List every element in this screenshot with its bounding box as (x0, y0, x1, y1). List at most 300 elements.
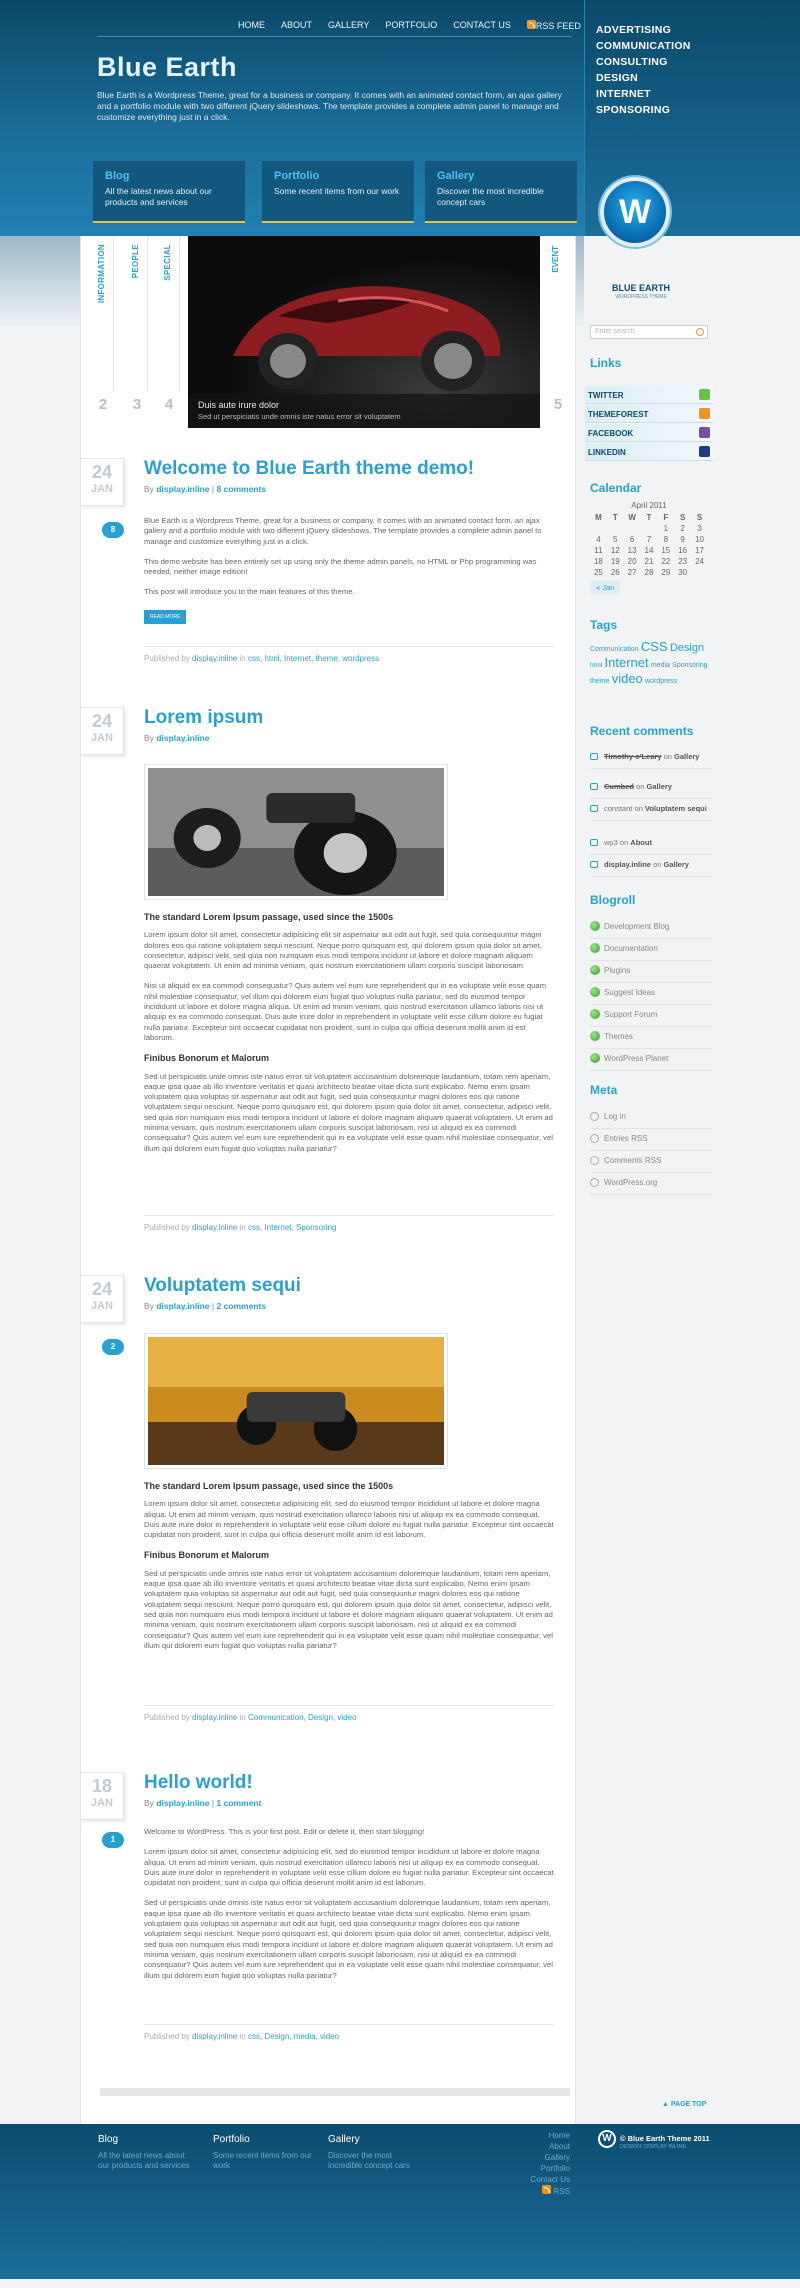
post-voluptatem-sequi (80, 1275, 576, 1735)
comment-post[interactable]: Gallery (646, 782, 672, 791)
calendar-day-name: W (628, 513, 636, 522)
post-paragraph: Welcome to WordPress. This is your first post. Edit or delete it, then start blogging! (144, 1827, 425, 1836)
comment-icon (590, 783, 598, 790)
site-description: Blue Earth is a Wordpress Theme, great for a business or company. It comes with an animated contact form, an ajax gallery and a portfolio module with two different jQuery slideshows. The template provides a complete admin panel to manage and customize everything just in a click. (97, 90, 562, 122)
calendar-day: 20 (627, 557, 637, 566)
tags-heading: Tags (590, 618, 618, 632)
comment-author[interactable]: Timothy o'Leary (604, 752, 662, 761)
search-input[interactable] (590, 325, 708, 339)
footer-credit: DESIGN: DISPLAY INLINE (620, 2144, 687, 2150)
link-twitter[interactable] (585, 386, 713, 404)
calendar-day: 18 (593, 557, 603, 566)
published-by: Published by (144, 1713, 190, 1722)
meta-link[interactable] (590, 1151, 712, 1173)
calendar-day: 3 (697, 524, 702, 533)
post-paragraph: Blue Earth is a Wordpress Theme, great for a business or company. It comes with an animated contact form, an ajax gallery and a portfolio module with two different jQuery slideshows. The template provides a complete admin panel to manage and customize everything just in a click. (144, 516, 542, 546)
post-author-link[interactable]: display.inline (192, 1713, 238, 1722)
post-meta: By display.inline | 2 comments (144, 1301, 267, 1311)
tag-link[interactable]: Sponsoring (672, 662, 708, 669)
blogroll-link[interactable] (590, 961, 712, 983)
post-day: 24 (91, 462, 113, 482)
calendar-week (590, 534, 708, 545)
slider-number[interactable]: 3 (132, 396, 142, 413)
feature-portfolio[interactable] (262, 161, 414, 223)
rss-icon (527, 20, 536, 29)
recent-comment[interactable] (590, 838, 712, 855)
category-design[interactable]: DESIGN (596, 72, 639, 84)
footer-col-title: Gallery (328, 2134, 360, 2145)
recent-comment[interactable] (590, 782, 712, 799)
post-title[interactable]: Hello world! (144, 1772, 253, 1793)
logo-name: BLUE EARTH (612, 283, 670, 293)
link-facebook[interactable] (585, 424, 713, 442)
link-label: TWITTER (588, 391, 624, 400)
post-body (144, 912, 554, 1164)
post-day: 24 (91, 711, 113, 731)
content-bottom-bar (100, 2088, 570, 2096)
post-month: JAN (90, 1797, 113, 1809)
post-author[interactable]: display.inline (156, 1798, 210, 1808)
comment-on: on (663, 752, 672, 761)
post-paragraph: Lorem ipsum dolor sit amet, consectetur adipisicing elit, sed do eiusmod tempor incididunt ut labore et dolore magna aliqua. Ut enim ad minim veniam, quis nostrud exercitation ullamco laboris nisi ut aliquip ex ea commodo consequat. Duis aute irure dolor in reprehenderit in voluptate velit esse cillum dolore eu fugiat nulla pariatur. Excepteur sint occaecat cupidatat non proident, sunt in culpa qui officia deserunt mollit anim id est laborum. (144, 1499, 554, 1540)
footer-portfolio[interactable] (213, 2134, 313, 2171)
blogroll-label: Development Blog (604, 922, 670, 931)
calendar-day (624, 523, 641, 534)
post-body (144, 1827, 554, 1991)
post-divider (144, 1705, 554, 1706)
post-author-link[interactable]: display.inline (192, 2032, 238, 2041)
featured-slider (92, 236, 572, 428)
slider-caption-title: Duis aute irure dolor (198, 400, 280, 410)
site-title[interactable]: Blue Earth (97, 52, 238, 82)
post-author[interactable]: display.inline (156, 733, 210, 743)
post-footer (144, 1223, 336, 1232)
post-paragraph: Lorem ipsum dolor sit amet, consectetur adipisicing elit sit aspernatur aut odit aut fugit, sed quia consequuntur magni dolores eos qui ratione voluptatem sequi nesciunt. Neque porro quisquam est, qui dolorem ipsum quia dolor sit amet, consectetur, adipisci velit, sed quia non numquam eius modi tempora incidunt ut labore et dolore magnam aliquam quaerat voluptatem. Ut enim ad minima veniam, quis nostrum exercitationem ullam corporis suscipit laboriosam (144, 930, 542, 971)
blogroll-link[interactable] (590, 917, 712, 939)
calendar-week (590, 545, 708, 556)
comment-count-bubble[interactable]: 1 (102, 1832, 124, 1848)
calendar-day: 14 (644, 546, 654, 555)
post-comments-link[interactable]: 1 comment (216, 1798, 262, 1808)
calendar-day: 12 (610, 546, 620, 555)
offroad-vehicle-image (148, 768, 444, 896)
post-comments-link[interactable]: 2 comments (216, 1301, 267, 1311)
footer-col-desc: Discover the most incredible concept cars (328, 2151, 410, 2170)
calendar-day: 28 (644, 568, 654, 577)
footer-copyright: © Blue Earth Theme 2011 (620, 2134, 710, 2143)
rss-feed-label: RSS FEED (535, 21, 581, 31)
post-by: By (144, 1301, 154, 1311)
footer-link-contact[interactable]: Contact Us (530, 2175, 570, 2184)
footer-blog[interactable] (98, 2134, 198, 2171)
calendar-day-name: S (679, 513, 686, 522)
post-in: in (239, 1713, 246, 1722)
calendar-day: 23 (678, 557, 688, 566)
calendar-day (590, 523, 607, 534)
post-paragraph: Sed ut perspiciatis unde omnis iste natus error sit voluptatem accusantium doloremque laudantium, totam rem aperiam, eaque ipsa quae ab illo inventore veritatis et quasi architecto beatae vitae dicta sunt explicabo. Nemo enim ipsam voluptatem quia voluptas sit aspernatur aut odit aut fugit, sed quia consequuntur magni dolores eos qui ratione voluptatem sequi nesciunt. Neque porro quisquam est, qui dolorem ipsum quia dolor sit amet, consectetur, adipisci velit, sed quia non numquam eius modi tempora incidunt ut labore et dolore magnam aliquam quaerat voluptatem. Ut enim ad minima veniam, quis nostrum exercitationem ullam corporis suscipit laboriosam, nisi ut aliquid ex ea commodi consequatur? Quis autem vel eum iure reprehenderit qui in ea voluptate velit esse quam nihil molestiae consequatur, vel illum qui dolorem eum fugiat quo voluptas nulla pariatur? (144, 1071, 553, 1153)
tag-link[interactable]: Communication (590, 646, 639, 653)
post-paragraph: This post will introduce you to the main features of this theme. (144, 587, 355, 597)
calendar-day: 7 (646, 535, 652, 544)
read-more-button[interactable]: READ MORE (144, 610, 186, 624)
meta-icon (590, 1156, 599, 1165)
calendar-day: 24 (695, 557, 704, 566)
post-paragraph: Sed ut perspiciatis unde omnis iste natus error sit voluptatem accusantium doloremque laudantium, totam rem aperiam, eaque ipsa quae ab illo inventore veritatis et quasi architecto beatae vitae dicta sunt explicabo. Nemo enim ipsam voluptatem quia voluptas sit aspernatur aut odit aut fugit, sed quia consequuntur magni dolores eos qui ratione voluptatem sequi nesciunt. Neque porro quisquam est, qui dolorem ipsum quia dolor sit amet, consectetur, adipisci velit, sed quia non numquam eius modi tempora incidunt ut labore et dolore magnam aliquam quaerat voluptatem. Ut enim ad minima veniam, quis nostrum exercitationem ullam corporis suscipit laboriosam, nisi ut aliquid ex ea commodi consequatur? Quis autem vel eum iure reprehenderit qui in ea voluptate velit esse quam nihil molestiae consequatur, vel illum qui dolorem eum fugiat quo voluptas nulla pariatur? (144, 1898, 553, 1980)
post-body (144, 1481, 554, 1661)
post-image[interactable] (144, 764, 448, 900)
calendar-month: April 2011 (631, 501, 667, 510)
link-label: FACEBOOK (588, 429, 634, 438)
post-divider (144, 2024, 554, 2025)
post-by: By (144, 733, 154, 743)
calendar-day-name: S (696, 513, 703, 522)
footer-link-gallery[interactable]: Gallery (544, 2153, 570, 2162)
footer-rss-label: RSS (553, 2187, 570, 2196)
post-author-link[interactable]: display.inline (192, 1223, 238, 1232)
post-title[interactable]: Lorem ipsum (144, 707, 264, 728)
post-subheading: The standard Lorem Ipsum passage, used since the 1500s (144, 912, 394, 922)
footer-col-title: Portfolio (213, 2134, 250, 2145)
category-communication[interactable]: COMMUNICATION (596, 40, 691, 52)
published-by: Published by (144, 1223, 190, 1232)
comment-icon (590, 753, 598, 760)
globe-icon (590, 1031, 600, 1041)
calendar-day: 22 (661, 557, 671, 566)
slider-tab-label: SPECIAL (163, 244, 172, 281)
globe-icon (590, 921, 600, 931)
globe-icon (590, 965, 600, 975)
footer-link-home[interactable]: Home (548, 2131, 570, 2140)
footer-links (520, 2130, 570, 2197)
blogroll-link[interactable] (590, 1005, 712, 1027)
calendar-week (590, 567, 708, 578)
post-subheading: The standard Lorem Ipsum passage, used since the 1500s (144, 1481, 394, 1491)
links-heading: Links (590, 356, 622, 370)
nav-divider (97, 36, 572, 37)
nav-home[interactable]: HOME (238, 20, 265, 30)
calendar-heading: Calendar (590, 481, 642, 495)
slider-tab-label: INFORMATION (97, 244, 106, 304)
post-tags[interactable]: css, Internet, Sponsoring (247, 1223, 337, 1232)
calendar-day: 9 (680, 535, 685, 544)
published-by: Published by (144, 654, 190, 663)
link-themeforest[interactable] (585, 405, 713, 423)
slider-tab-label: EVENT (551, 246, 560, 273)
blogroll-link[interactable] (590, 939, 712, 961)
link-linkedin[interactable] (585, 443, 713, 461)
calendar-day-name: T (646, 513, 652, 522)
footer-link-rss[interactable] (520, 2185, 570, 2197)
slider-caption (188, 394, 540, 428)
comment-on: on (619, 838, 629, 847)
comment-author[interactable]: display.inline (604, 860, 651, 869)
feature-gallery[interactable] (425, 161, 577, 223)
meta-icon (590, 1134, 599, 1143)
blogroll-link[interactable] (590, 983, 712, 1005)
calendar-day: 10 (695, 535, 704, 544)
post-footer (144, 654, 379, 663)
blogroll-label: Themes (604, 1032, 633, 1041)
footer-col-desc: Some recent items from our work (213, 2151, 312, 2170)
blogroll-label: Documentation (604, 944, 658, 953)
post-subheading: Finibus Bonorum et Malorum (144, 1053, 269, 1064)
comment-icon (590, 861, 598, 868)
post-author-link[interactable]: display.inline (192, 654, 238, 663)
comment-post[interactable]: About (630, 838, 652, 847)
calendar-header-row (590, 512, 708, 523)
post-month: JAN (90, 1300, 113, 1312)
post-tags[interactable]: css, html, Internet, theme, wordpress (247, 654, 380, 663)
meta-icon (590, 1178, 599, 1187)
comment-on: on (653, 860, 662, 869)
nav-portfolio[interactable]: PORTFOLIO (385, 20, 438, 30)
recent-comments-heading: Recent comments (590, 724, 694, 738)
slider-caption-text: Sed ut perspiciatis unde omnis iste natus error sit voluptatem (198, 412, 401, 421)
blogroll-label: Plugins (604, 966, 631, 975)
calendar-table (590, 512, 708, 578)
nav-rss-feed[interactable] (519, 20, 589, 31)
calendar-day: 13 (627, 546, 637, 555)
post-month: JAN (90, 732, 113, 744)
blogroll-link[interactable] (590, 1049, 712, 1071)
comment-icon (590, 805, 598, 812)
page-top-link[interactable]: ▲ PAGE TOP (662, 2101, 707, 2108)
footer-col-title: Blog (98, 2134, 119, 2145)
calendar-day: 27 (627, 568, 637, 577)
post-date (80, 707, 124, 755)
post-tags[interactable]: css, Design, media, video (247, 2032, 340, 2041)
concept-car-image (218, 261, 508, 391)
slider-number[interactable]: 4 (164, 396, 174, 413)
page-top-label: PAGE TOP (670, 2101, 707, 2108)
meta-label: Comments RSS (604, 1156, 662, 1165)
calendar-week (590, 523, 708, 534)
post-by: By (144, 1798, 154, 1808)
tag-link[interactable]: Internet (604, 655, 649, 670)
comment-post[interactable]: Gallery (674, 752, 700, 761)
post-date (80, 458, 124, 506)
comment-post[interactable]: Voluptatem sequi (644, 804, 707, 813)
category-internet[interactable]: INTERNET (596, 88, 651, 100)
post-body (144, 516, 554, 624)
slider-tab-special[interactable] (158, 236, 180, 391)
footer-col-desc: All the latest news about our products and services (98, 2151, 190, 2170)
post-author[interactable]: display.inline (156, 484, 210, 494)
blogroll-label: WordPress Planet (604, 1054, 669, 1063)
meta-label: Entries RSS (604, 1134, 648, 1143)
slider-number[interactable]: 2 (98, 396, 108, 413)
post-author[interactable]: display.inline (156, 1301, 210, 1311)
logo-letter: W (618, 193, 652, 231)
recent-comment[interactable] (590, 860, 712, 877)
calendar-day: 17 (695, 546, 704, 555)
nav-about[interactable]: ABOUT (281, 20, 313, 30)
footer-link-portfolio[interactable]: Portfolio (540, 2164, 570, 2173)
meta-label: WordPress.org (604, 1178, 658, 1187)
post-paragraph: Nisi ut aliquid ex ea commodi consequatur? Quis autem vel eum iure reprehenderit qui in ea voluptate velit esse quam nihil molestiae consequatur, vel illum qui dolorem eum fugiat quo voluptas nulla pariatur, sed do eiusmod tempor incididunt ut labore et dolore magna aliqua. Ut enim ad minim veniam, quis nostrud exercitation ullamco laboris nisi ut aliquip ex ea commodo consequat. Duis aute irure dolor in reprehenderit in voluptate velit esse cillum dolore eu fugiat nulla pariatur. Excepteur sint occaecat cupidatat non proident, sunt in culpa qui officia deserunt mollit anim id est laborum. (144, 981, 547, 1042)
comment-count-bubble[interactable]: 2 (102, 1339, 124, 1355)
calendar-prev-link[interactable]: « Jan (590, 581, 620, 594)
post-title[interactable]: Welcome to Blue Earth theme demo! (144, 458, 475, 479)
meta-icon (590, 1112, 599, 1121)
footer-gallery[interactable] (328, 2134, 428, 2171)
feature-desc: All the latest news about our products and services (105, 186, 212, 207)
nav-contact[interactable]: CONTACT US (453, 20, 511, 30)
calendar-day (641, 523, 658, 534)
globe-icon (590, 943, 600, 953)
calendar-day: 15 (661, 546, 671, 555)
post-meta: By display.inline | 1 comment (144, 1798, 262, 1808)
tag-link[interactable]: wordpress (645, 678, 678, 685)
meta-link[interactable] (590, 1107, 712, 1129)
slider-tab-people[interactable] (126, 236, 148, 391)
blogroll-heading: Blogroll (590, 893, 636, 907)
calendar-day: 5 (613, 535, 618, 544)
post-subheading: Finibus Bonorum et Malorum (144, 1550, 269, 1561)
comment-icon (590, 839, 598, 846)
themeforest-icon (699, 408, 710, 419)
calendar-day: 4 (596, 535, 601, 544)
comment-author[interactable]: constant (604, 804, 633, 813)
meta-label: Log in (604, 1112, 626, 1121)
post-by: By (144, 484, 154, 494)
post-divider (144, 1215, 554, 1216)
globe-icon (590, 1053, 600, 1063)
main-nav (230, 20, 589, 31)
footer-link-about[interactable]: About (549, 2142, 570, 2151)
post-comments-link[interactable]: 8 comments (216, 484, 267, 494)
calendar-day: 6 (629, 535, 635, 544)
globe-icon (590, 987, 600, 997)
category-nav (596, 22, 691, 118)
meta-link[interactable] (590, 1173, 712, 1195)
logo-subtitle: WORDPRESS THEME (615, 294, 667, 300)
post-day: 18 (91, 1776, 113, 1796)
link-label: THEMEFOREST (588, 410, 649, 419)
calendar-day: 2 (680, 524, 685, 533)
tag-cloud (590, 640, 710, 688)
post-title[interactable]: Voluptatem sequi (144, 1275, 301, 1296)
meta-link[interactable] (590, 1129, 712, 1151)
calendar-day: 8 (663, 535, 669, 544)
meta-heading: Meta (590, 1083, 618, 1097)
tag-link[interactable]: video (611, 671, 643, 686)
calendar-day: 11 (594, 546, 603, 555)
calendar-day-name: M (595, 513, 602, 522)
blogroll-label: Suggest Ideas (604, 988, 656, 997)
logo-badge[interactable] (600, 177, 670, 247)
comment-on: on (634, 804, 643, 813)
tag-link[interactable]: html (590, 662, 603, 669)
slider-number[interactable]: 5 (553, 396, 563, 413)
twitter-icon (699, 389, 710, 400)
calendar-day: 21 (644, 557, 654, 566)
post-hello-world (80, 1772, 576, 2072)
feature-blog[interactable] (93, 161, 245, 223)
published-by: Published by (144, 2032, 190, 2041)
category-consulting[interactable]: CONSULTING (596, 56, 668, 68)
post-in: in (239, 1223, 246, 1232)
feature-title: Blog (105, 170, 130, 182)
post-tags[interactable]: Communication, Design, video (247, 1713, 357, 1722)
tag-link[interactable]: CSS (640, 639, 668, 654)
calendar-week (590, 556, 708, 567)
post-day: 24 (91, 1279, 113, 1299)
feature-desc: Some recent items from our work (274, 186, 400, 196)
post-welcome (80, 458, 576, 678)
calendar-day: 30 (678, 568, 688, 577)
rss-icon (542, 2185, 551, 2194)
feature-title: Portfolio (274, 170, 320, 182)
calendar-day: 19 (610, 557, 620, 566)
blogroll-link[interactable] (590, 1027, 712, 1049)
post-paragraph: Sed ut perspiciatis unde omnis iste natus error sit voluptatem accusantium doloremque laudantium, totam rem aperiam, eaque ipsa quae ab illo inventore veritatis et quasi architecto beatae vitae dicta sunt explicabo. Nemo enim ipsam voluptatem quia voluptas sit aspernatur aut odit aut fugit, sed quia consequuntur magni dolores eos qui ratione voluptatem sequi nesciunt. Neque porro quisquam est, qui dolorem ipsum quia dolor sit amet, consectetur, adipisci velit, sed quia non numquam eius modi tempora incidunt ut labore et dolore magnam aliquam quaerat voluptatem. Ut enim ad minima veniam, quis nostrum exercitationem ullam corporis suscipit laboriosam, nisi ut aliquid ex ea commodi consequatur? Quis autem vel eum iure reprehenderit qui in ea voluptate velit esse quam nihil molestiae consequatur, vel illum qui dolorem eum fugiat quo voluptas nulla pariatur? (144, 1568, 553, 1650)
nav-gallery[interactable]: GALLERY (328, 20, 370, 30)
tag-link[interactable]: Design (669, 642, 705, 654)
comment-post[interactable]: Gallery (663, 860, 689, 869)
slider-tab-label: PEOPLE (131, 244, 140, 279)
comment-on: on (636, 782, 645, 791)
feature-title: Gallery (437, 170, 475, 182)
post-divider (144, 646, 554, 647)
globe-icon (590, 1009, 600, 1019)
calendar-widget (590, 501, 708, 594)
category-sponsoring[interactable]: SPONSORING (596, 104, 671, 116)
tag-link[interactable]: media (650, 662, 670, 669)
calendar-day: 25 (593, 568, 603, 577)
post-date (80, 1772, 124, 1820)
footer-logo-icon: W (598, 2130, 616, 2148)
blogroll-label: Support Forum (604, 1010, 658, 1019)
post-meta (144, 733, 210, 743)
recent-comment[interactable] (590, 804, 712, 821)
recent-comment[interactable] (590, 752, 712, 769)
feature-desc: Discover the most incredible concept cars (437, 186, 544, 207)
post-in: in (239, 2032, 246, 2041)
post-month: JAN (90, 483, 113, 495)
calendar-day (607, 523, 624, 534)
post-paragraph: This demo website has been entirely set up using only the theme admin panels, no HTML or Php programming was needed, neither image edition! (144, 556, 537, 577)
calendar-day: 26 (610, 568, 620, 577)
post-meta: By display.inline | 8 comments (144, 484, 267, 494)
comment-author[interactable]: Cumbed (604, 782, 634, 791)
category-advertising[interactable]: ADVERTISING (596, 24, 672, 36)
calendar-day: 29 (661, 568, 671, 577)
post-lorem-ipsum (80, 707, 576, 1247)
comment-author[interactable]: wp3 (604, 838, 618, 847)
calendar-day: 16 (678, 546, 688, 555)
calendar-day-name: T (612, 513, 618, 522)
link-label: LINKEDIN (588, 448, 626, 457)
facebook-icon (699, 427, 710, 438)
slider-tab-event[interactable] (544, 236, 572, 428)
search-icon[interactable] (696, 328, 704, 336)
calendar-day (691, 567, 708, 578)
linkedin-icon (699, 446, 710, 457)
post-date (80, 1275, 124, 1323)
post-footer (144, 1713, 356, 1722)
post-image[interactable] (144, 1333, 448, 1469)
search-placeholder: Enter search (595, 328, 635, 335)
tag-link[interactable]: theme (590, 678, 610, 685)
comment-count-bubble[interactable]: 8 (102, 522, 124, 538)
post-paragraph: Lorem ipsum dolor sit amet, consectetur adipisicing elit, sed do eiusmod tempor incididunt ut labore et dolore magna aliqua. Ut enim ad minim veniam, quis nostrud exercitation ullamco laboris nisi ut aliquip ex ea commodo consequat. Duis aute irure dolor in reprehenderit in voluptate velit esse cillum dolore eu fugiat nulla pariatur. Excepteur sint occaecat cupidatat non proident, sunt in culpa qui officia deserunt mollit anim id est laborum. (144, 1847, 554, 1888)
desert-vehicle-image (148, 1337, 444, 1465)
calendar-day-name: F (663, 513, 669, 522)
calendar-day: 1 (663, 524, 669, 533)
post-in: in (239, 654, 246, 663)
slider-tab-information[interactable] (92, 236, 114, 391)
